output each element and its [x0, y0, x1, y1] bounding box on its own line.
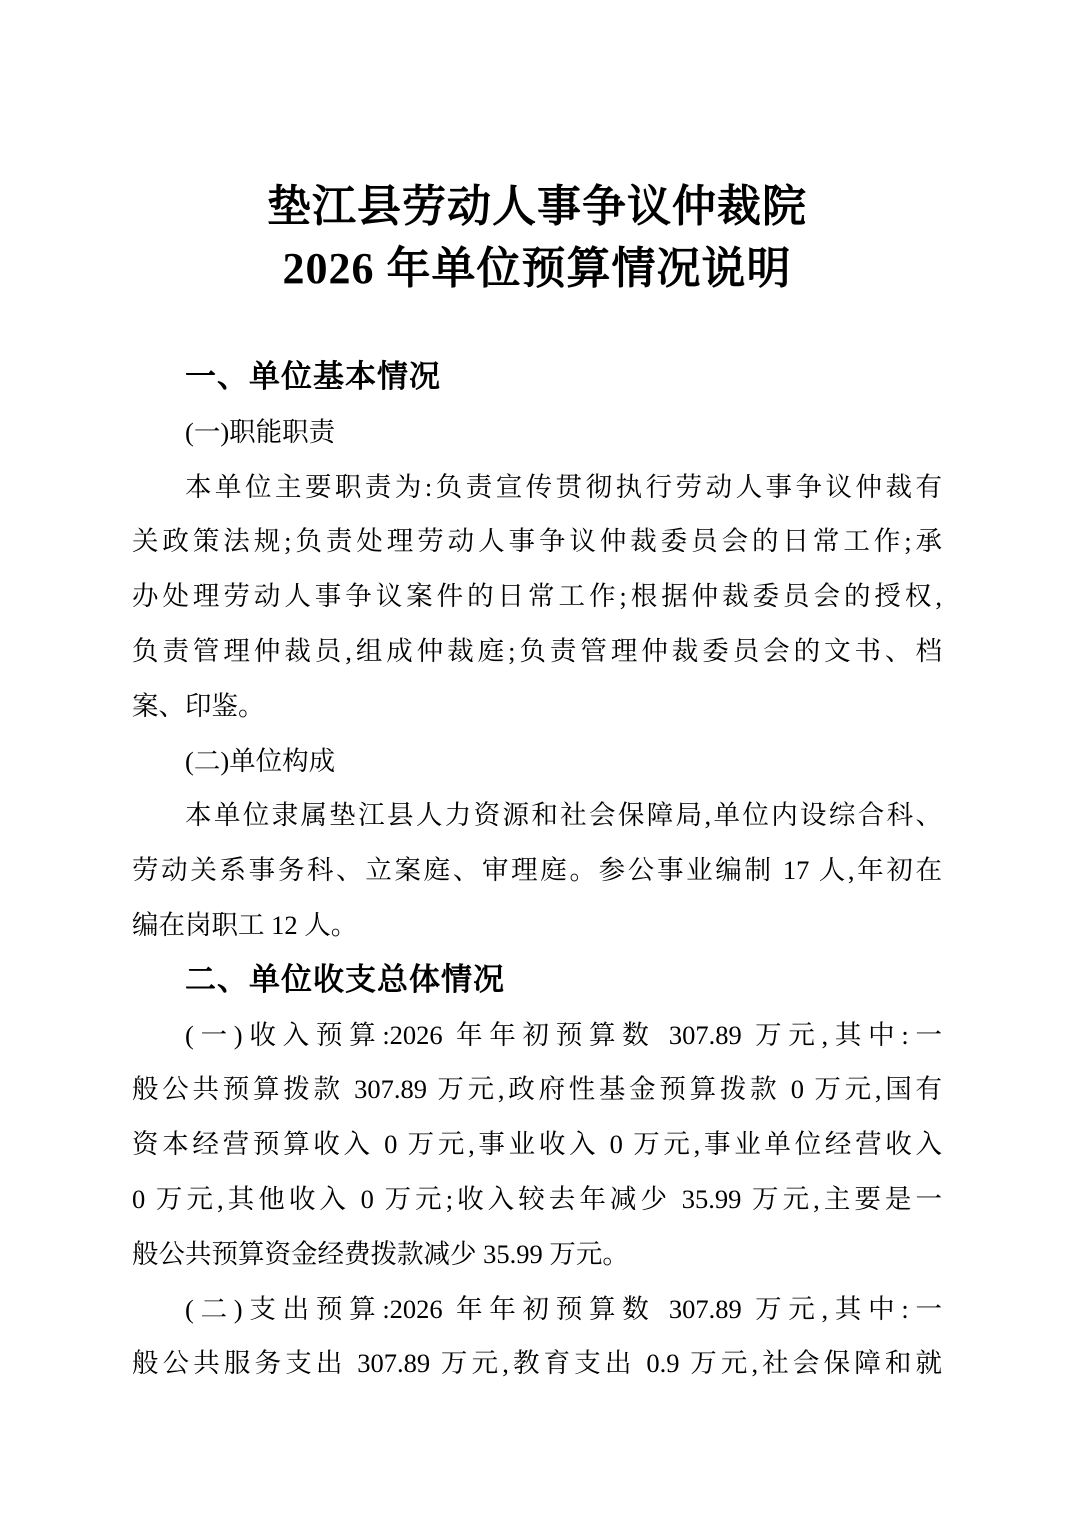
paragraph-line: 编在岗职工 12 人。: [132, 909, 358, 940]
paragraph-income-budget: [132, 1008, 942, 1282]
paragraph-line: 案、印鉴。: [132, 690, 265, 721]
paragraph-line: 般公共预算资金经费拨款减少 35.99 万元。: [132, 1238, 629, 1269]
subsection-1-2-heading: (二)单位构成: [185, 745, 336, 776]
paragraph-line: 负责管理仲裁员,组成仲裁庭;负责管理仲裁委员会的文书、档: [132, 635, 942, 666]
paragraph-composition: [132, 788, 942, 952]
paragraph-line: 本单位隶属垫江县人力资源和社会保障局,单位内设综合科、: [185, 800, 942, 831]
document-title: [0, 0, 1074, 300]
paragraph-line: 资本经营预算收入 0 万元,事业收入 0 万元,事业单位经营收入: [132, 1129, 942, 1160]
title-line-1: 垫江县劳动人事争议仲裁院: [267, 182, 807, 231]
paragraph-line: 般公共预算拨款 307.89 万元,政府性基金预算拨款 0 万元,国有: [132, 1074, 942, 1105]
subsection-1-1-heading: (一)职能职责: [185, 416, 336, 447]
document-body: [0, 350, 1074, 1391]
paragraph-line: 办处理劳动人事争议案件的日常工作;根据仲裁委员会的授权,: [132, 581, 942, 612]
paragraph-line: (一)收入预算:2026 年年初预算数 307.89 万元,其中:一: [185, 1019, 942, 1050]
paragraph-line: 般公共服务支出 307.89 万元,教育支出 0.9 万元,社会保障和就: [132, 1348, 942, 1379]
paragraph-line: 本单位主要职责为:负责宣传贯彻执行劳动人事争议仲裁有: [185, 471, 942, 502]
section-1-heading: 一、单位基本情况: [185, 359, 441, 394]
paragraph-line: 关政策法规;负责处理劳动人事争议仲裁委员会的日常工作;承: [132, 526, 942, 557]
paragraph-expenditure-budget: [132, 1282, 942, 1392]
paragraph-line: 劳动关系事务科、立案庭、审理庭。参公事业编制 17 人,年初在: [132, 855, 942, 886]
paragraph-line: 0 万元,其他收入 0 万元;收入较去年减少 35.99 万元,主要是一: [132, 1183, 942, 1214]
paragraph-line: (二)支出预算:2026 年年初预算数 307.89 万元,其中:一: [185, 1293, 942, 1324]
paragraph-duties: [132, 460, 942, 734]
title-line-2: 2026 年单位预算情况说明: [282, 244, 792, 293]
section-2-heading: 二、单位收支总体情况: [185, 961, 505, 997]
